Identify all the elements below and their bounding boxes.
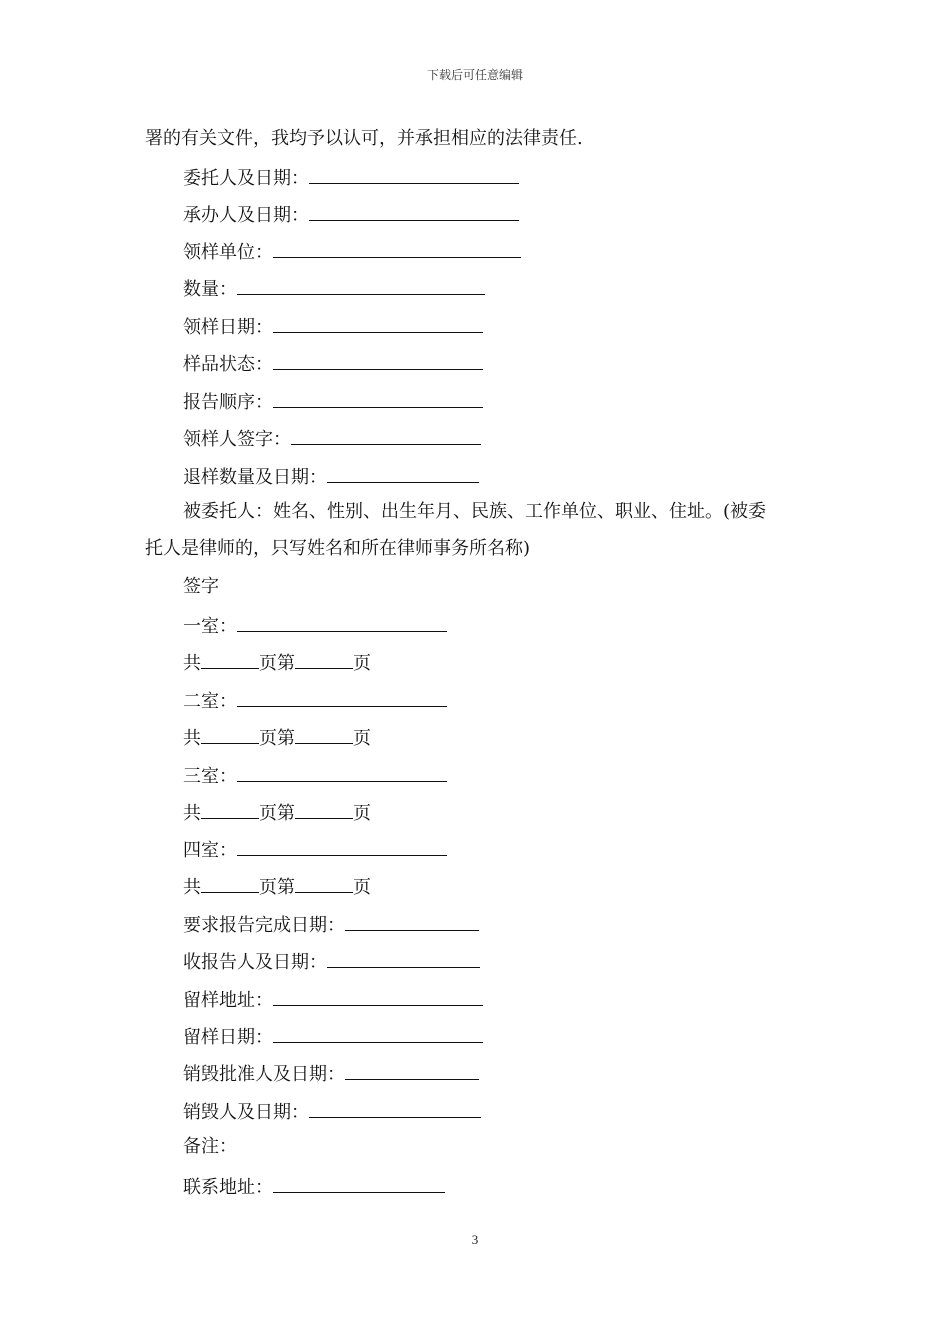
fill-blank[interactable]	[295, 650, 353, 669]
pages-total-label: 共	[183, 728, 201, 749]
field-label: 领样人签字：	[183, 429, 291, 450]
field-label: 领样单位：	[183, 242, 273, 263]
pages-end-label: 页	[353, 653, 371, 674]
fill-blank[interactable]	[345, 912, 479, 931]
field-label: 留样日期：	[183, 1027, 273, 1048]
trustee-line-2: 托人是律师的，只写姓名和所在律师事务所名称)	[145, 538, 531, 559]
intro-line: 署的有关文件，我均予以认可，并承担相应的法律责任.	[145, 128, 583, 149]
room-label: 四室：	[183, 840, 237, 861]
pages-mid-label: 页第	[259, 803, 295, 824]
fill-blank[interactable]	[237, 837, 447, 856]
field-receiving-unit	[183, 239, 521, 264]
trustee-line-1: 被委托人：姓名、性别、出生年月、民族、工作单位、职业、住址。(被委	[183, 501, 767, 522]
fill-blank[interactable]	[237, 763, 447, 782]
fill-blank[interactable]	[201, 874, 259, 893]
field-return-qty-date	[183, 464, 479, 489]
room-1	[183, 613, 447, 638]
field-retention-date	[183, 1024, 483, 1049]
pages-total-label: 共	[183, 803, 201, 824]
pages-total-label: 共	[183, 653, 201, 674]
fill-blank[interactable]	[273, 987, 483, 1006]
field-contact-address	[183, 1174, 445, 1199]
fill-blank[interactable]	[309, 202, 519, 221]
field-label: 留样地址：	[183, 990, 273, 1011]
field-label: 领样日期：	[183, 317, 273, 338]
field-receiving-date	[183, 314, 483, 339]
pages-total-label: 共	[183, 877, 201, 898]
pages-mid-label: 页第	[259, 877, 295, 898]
pages-end-label: 页	[353, 803, 371, 824]
room-3	[183, 763, 447, 788]
field-label: 要求报告完成日期：	[183, 915, 345, 936]
page-header: 下载后可任意编辑	[426, 68, 523, 82]
room-label: 三室：	[183, 766, 237, 787]
field-label: 报告顺序：	[183, 392, 273, 413]
field-report-order	[183, 389, 483, 414]
fill-blank[interactable]	[327, 949, 480, 968]
fill-blank[interactable]	[273, 239, 521, 258]
field-destruction-approver-date	[183, 1061, 479, 1086]
field-label: 样品状态：	[183, 354, 273, 375]
field-retention-address	[183, 987, 483, 1012]
field-handler-date	[183, 202, 519, 227]
signature-label: 签字	[183, 576, 219, 597]
fill-blank[interactable]	[237, 613, 447, 632]
field-quantity	[183, 276, 485, 301]
field-label: 销毁批准人及日期：	[183, 1064, 345, 1085]
field-label: 销毁人及日期：	[183, 1102, 309, 1123]
field-report-due-date	[183, 912, 479, 937]
fill-blank[interactable]	[295, 800, 353, 819]
field-label: 联系地址：	[183, 1177, 273, 1198]
room-2-pages	[183, 725, 371, 750]
room-2	[183, 688, 447, 713]
fill-blank[interactable]	[273, 389, 483, 408]
fill-blank[interactable]	[273, 1024, 483, 1043]
field-destroyer-date	[183, 1099, 481, 1124]
fill-blank[interactable]	[237, 276, 485, 295]
fill-blank[interactable]	[345, 1061, 479, 1080]
field-client-date	[183, 165, 519, 190]
fill-blank[interactable]	[295, 874, 353, 893]
room-4	[183, 837, 447, 862]
field-label: 委托人及日期：	[183, 168, 309, 189]
fill-blank[interactable]	[201, 650, 259, 669]
fill-blank[interactable]	[273, 1174, 445, 1193]
pages-mid-label: 页第	[259, 653, 295, 674]
pages-end-label: 页	[353, 877, 371, 898]
room-3-pages	[183, 800, 371, 825]
fill-blank[interactable]	[309, 1099, 481, 1118]
field-label: 承办人及日期：	[183, 205, 309, 226]
fill-blank[interactable]	[295, 725, 353, 744]
room-1-pages	[183, 650, 371, 675]
fill-blank[interactable]	[273, 314, 483, 333]
page-number: 3	[471, 1232, 479, 1247]
fill-blank[interactable]	[327, 464, 479, 483]
room-label: 一室：	[183, 616, 237, 637]
remarks-label: 备注：	[183, 1136, 237, 1157]
field-label: 退样数量及日期：	[183, 467, 327, 488]
fill-blank[interactable]	[309, 165, 519, 184]
field-report-recipient-date	[183, 949, 480, 974]
pages-end-label: 页	[353, 728, 371, 749]
field-receiver-signature	[183, 426, 481, 451]
pages-mid-label: 页第	[259, 728, 295, 749]
field-label: 收报告人及日期：	[183, 952, 327, 973]
fill-blank[interactable]	[237, 688, 447, 707]
room-label: 二室：	[183, 691, 237, 712]
room-4-pages	[183, 874, 371, 899]
field-label: 数量：	[183, 279, 237, 300]
fill-blank[interactable]	[291, 426, 481, 445]
fill-blank[interactable]	[273, 351, 483, 370]
fill-blank[interactable]	[201, 725, 259, 744]
fill-blank[interactable]	[201, 800, 259, 819]
field-sample-status	[183, 351, 483, 376]
